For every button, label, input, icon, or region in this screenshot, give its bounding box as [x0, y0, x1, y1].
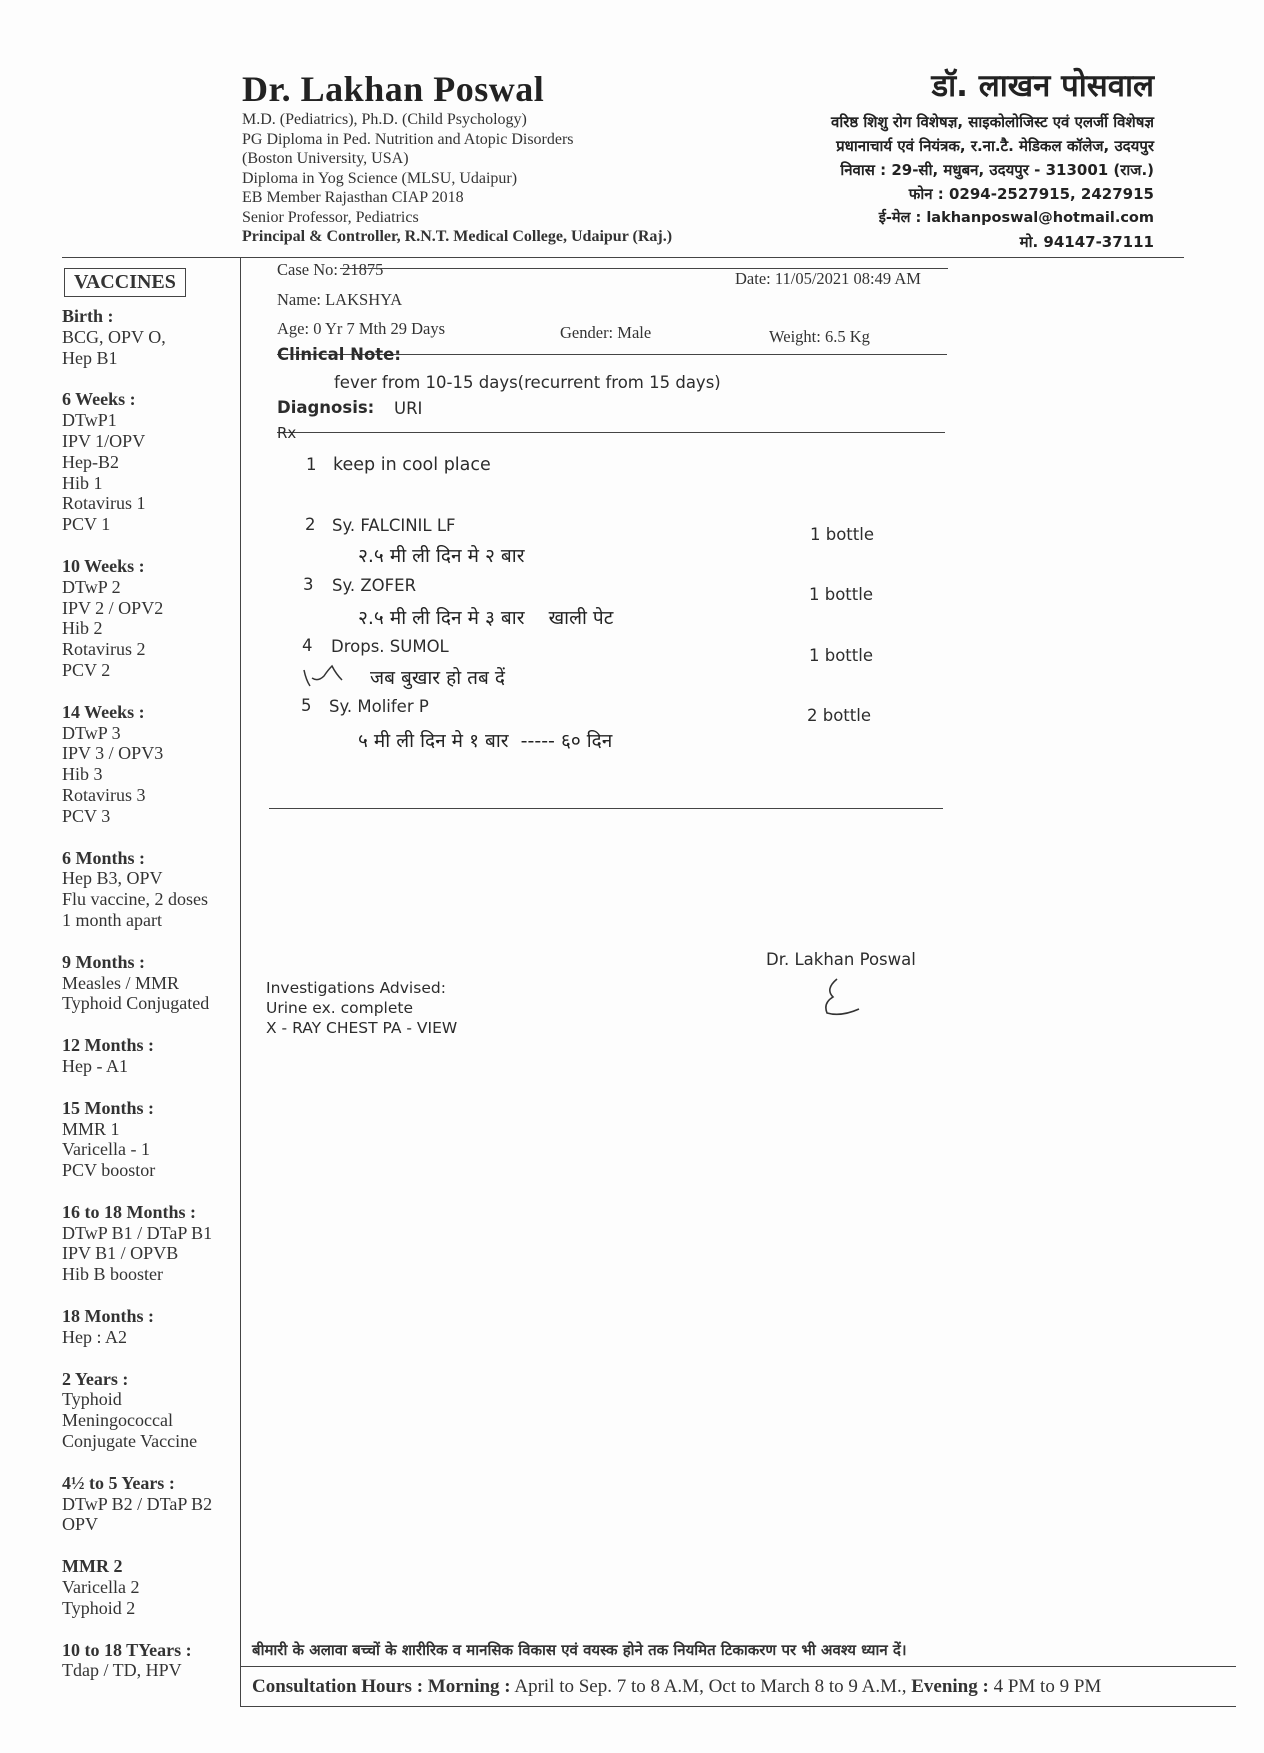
- vaccine-item: Hib 3: [62, 764, 103, 785]
- vaccine-item: DTwP 3: [62, 722, 121, 743]
- vaccine-item: Typhoid 2: [62, 1597, 136, 1618]
- doctor-name: Dr. Lakhan Poswal: [242, 69, 545, 109]
- vaccine-group-16-18-months: [62, 1202, 240, 1285]
- vaccine-item: PCV boostor: [62, 1160, 156, 1181]
- rx-item-name: Sy. Molifer P: [329, 697, 429, 716]
- vaccine-item: PCV 1: [62, 514, 111, 535]
- diagnosis-underline: [277, 432, 945, 433]
- hindi-header: [831, 64, 1154, 254]
- hindi-phone: फोन : 0294-2527915, 2427915: [908, 185, 1154, 203]
- rx-item-instruction: जब बुखार हो तब दें: [370, 667, 505, 689]
- qualifications: [242, 110, 672, 247]
- vaccine-group-10-weeks: [62, 556, 240, 681]
- vaccine-group-10-18-years: [62, 1640, 240, 1682]
- vaccine-item: Hib B booster: [62, 1264, 163, 1285]
- vaccine-group-9-months: [62, 952, 240, 1014]
- rx-end-line: [269, 808, 943, 809]
- rx-item-qty: 1 bottle: [809, 646, 873, 665]
- hindi-mobile: मो. 94147-37111: [1019, 233, 1154, 251]
- vaccine-schedule: [62, 306, 240, 1702]
- vaccine-group-6-weeks: [62, 389, 240, 535]
- vaccine-item: Hib 2: [62, 618, 103, 639]
- visit-date: Date: 11/05/2021 08:49 AM: [735, 269, 921, 288]
- vaccine-group-title: Birth :: [62, 306, 114, 326]
- designation: Principal & Controller, R.N.T. Medical College, Udaipur (Raj.): [242, 228, 673, 245]
- sidebar-divider: [240, 257, 241, 1707]
- vaccine-item: OPV: [62, 1514, 99, 1535]
- qualification-line: PG Diploma in Ped. Nutrition and Atopic Disorders: [242, 130, 574, 148]
- vaccine-item: Flu vaccine, 2 doses: [62, 889, 208, 910]
- vaccine-group-title: 16 to 18 Months :: [62, 1201, 196, 1222]
- vaccine-group-title: 6 Weeks :: [62, 389, 136, 410]
- vaccine-item: Hep B3, OPV: [62, 868, 163, 889]
- hindi-email: ई-मेल : lakhanposwal@hotmail.com: [878, 210, 1154, 226]
- vaccine-item: Measles / MMR: [62, 972, 179, 993]
- vaccine-group-title: 9 Months :: [62, 951, 146, 972]
- investigation-item: Urine ex. complete: [266, 999, 414, 1017]
- vaccine-group-2-years: [62, 1369, 240, 1452]
- vaccine-item: 1 month apart: [62, 909, 162, 930]
- vaccine-group-title: 14 Weeks :: [62, 701, 145, 722]
- vaccine-item: IPV B1 / OPVB: [62, 1243, 179, 1264]
- qualification-line: Senior Professor, Pediatrics: [242, 208, 419, 226]
- clinical-note: fever from 10-15 days(recurrent from 15 days): [334, 373, 721, 392]
- footer-top-line: [240, 1666, 1236, 1667]
- rx-item-instruction: ५ मी ली दिन मे १ बार ----- ६० दिन: [358, 730, 613, 752]
- vaccine-item: DTwP 2: [62, 576, 121, 597]
- vaccine-item: Hep : A2: [62, 1326, 127, 1347]
- vaccine-item: Tdap / TD, HPV: [62, 1660, 182, 1681]
- vaccine-item: DTwP1: [62, 410, 117, 431]
- rx-item-number: 2: [305, 515, 316, 534]
- evening-label: Evening :: [911, 1676, 989, 1697]
- signature-name: Dr. Lakhan Poswal: [766, 950, 916, 969]
- rx-item-name: Drops. SUMOL: [331, 637, 449, 656]
- hindi-address: निवास : 29-सी, मधुबन, उदयपुर - 313001 (राज.): [840, 161, 1154, 179]
- rx-item-instruction: २.५ मी ली दिन मे २ बार: [358, 545, 525, 567]
- vaccine-item: Hib 1: [62, 472, 103, 493]
- diagnosis-label: Diagnosis:: [277, 398, 375, 417]
- vaccine-group-6-months: [62, 848, 240, 931]
- qualification-line: EB Member Rajasthan CIAP 2018: [242, 189, 464, 206]
- vaccine-item: Hep-B2: [62, 451, 119, 472]
- vaccine-item: Hep B1: [62, 347, 118, 368]
- rx-item-name: Sy. FALCINIL LF: [332, 516, 456, 535]
- vaccine-group-title: 6 Months :: [62, 847, 146, 868]
- hindi-specialty: वरिष्ठ शिशु रोग विशेषज्ञ, साइकोलोजिस्ट एवं एलर्जी विशेषज्ञ: [831, 113, 1154, 131]
- rx-item-number: 3: [303, 575, 314, 594]
- hindi-designation: प्रधानाचार्य एवं नियंत्रक, र.ना.टै. मेडिकल कॉलेज, उदयपुर: [836, 137, 1154, 155]
- footer-bottom-line: [240, 1706, 1236, 1707]
- vaccine-item: Rotavirus 2: [62, 639, 146, 660]
- vaccine-group-title: 18 Months :: [62, 1306, 155, 1327]
- vaccine-group-title: 15 Months :: [62, 1097, 155, 1118]
- rx-item-number: 4: [302, 636, 313, 655]
- vaccine-group-title: 10 to 18 TYears :: [62, 1639, 192, 1660]
- vaccine-item: PCV 2: [62, 659, 111, 680]
- evening-hours: 4 PM to 9 PM: [993, 1676, 1102, 1697]
- patient-name: Name: LAKSHYA: [277, 290, 403, 309]
- rx-item-number: 1: [306, 455, 317, 474]
- vaccine-group-title: 2 Years :: [62, 1368, 129, 1389]
- vaccine-group-title: MMR 2: [62, 1556, 123, 1577]
- vaccine-group-15-months: [62, 1098, 240, 1181]
- vaccine-item: MMR 1: [62, 1118, 120, 1139]
- vaccine-item: DTwP B2 / DTaP B2: [62, 1493, 213, 1514]
- investigation-item: X - RAY CHEST PA - VIEW: [266, 1019, 458, 1037]
- rx-item-name: Sy. ZOFER: [332, 576, 417, 595]
- consultation-hours: [252, 1676, 1101, 1698]
- rx-item-instruction: २.५ मी ली दिन मे ३ बार खाली पेट: [358, 607, 614, 629]
- diagnosis-value: URI: [394, 399, 423, 418]
- vaccine-group-birth: [62, 306, 240, 368]
- vaccine-group-title: 10 Weeks :: [62, 555, 145, 576]
- vaccine-item: Typhoid: [62, 1389, 122, 1410]
- vaccine-item: Conjugate Vaccine: [62, 1431, 198, 1452]
- vaccine-item: Hep - A1: [62, 1055, 128, 1076]
- vaccine-group-title: 4½ to 5 Years :: [62, 1472, 175, 1493]
- vaccine-group-18-months: [62, 1306, 240, 1348]
- rx-item-qty: 1 bottle: [810, 525, 874, 544]
- morning-label: Morning :: [427, 1676, 511, 1697]
- vaccine-item: IPV 2 / OPV2: [62, 597, 164, 618]
- patient-gender: Gender: Male: [560, 323, 652, 342]
- vaccine-item: Rotavirus 3: [62, 784, 146, 805]
- clinical-note-label: Clinical Note:: [277, 345, 401, 364]
- handwritten-tick-mark: [300, 660, 362, 690]
- vaccines-title: VACCINES: [64, 268, 186, 297]
- rx-item-qty: 2 bottle: [807, 706, 871, 725]
- vaccine-group-mmr2: [62, 1556, 240, 1618]
- vaccine-item: PCV 3: [62, 805, 111, 826]
- vaccine-item: Meningococcal: [62, 1410, 173, 1431]
- vaccine-item: DTwP B1 / DTaP B1: [62, 1222, 213, 1243]
- vaccine-group-12-months: [62, 1035, 240, 1077]
- vaccine-group-4-5-years: [62, 1473, 240, 1535]
- investigations-label: Investigations Advised:: [266, 979, 446, 997]
- qualification-line: (Boston University, USA): [242, 150, 409, 167]
- vaccine-item: IPV 3 / OPV3: [62, 743, 164, 764]
- vaccine-group-title: 12 Months :: [62, 1035, 155, 1056]
- hindi-doctor-name: डॉ. लाखन पोसवाल: [931, 68, 1154, 104]
- vaccine-item: Varicella 2: [62, 1577, 140, 1598]
- rx-item-qty: 1 bottle: [809, 585, 873, 604]
- rx-label: Rx: [277, 424, 297, 442]
- qualification-line: M.D. (Pediatrics), Ph.D. (Child Psychology): [242, 111, 527, 128]
- patient-weight: Weight: 6.5 Kg: [769, 327, 870, 346]
- signature-mark: [815, 975, 865, 1020]
- consult-label: Consultation Hours :: [252, 1676, 424, 1697]
- vaccine-item: Rotavirus 1: [62, 493, 146, 514]
- vaccine-item: BCG, OPV O,: [62, 326, 166, 347]
- vaccine-item: Typhoid Conjugated: [62, 993, 210, 1014]
- vaccine-item: IPV 1/OPV: [62, 430, 146, 451]
- footer-hindi-note: बीमारी के अलावा बच्चों के शारीरिक व मानसिक विकास एवं वयस्क होने तक नियमित टिकाकरण पर भी अवश्य ध्यान दें।: [252, 1641, 907, 1659]
- qualification-line: Diploma in Yog Science (MLSU, Udaipur): [242, 169, 518, 187]
- rx-item-number: 5: [301, 696, 312, 715]
- vaccine-group-14-weeks: [62, 702, 240, 827]
- case-number: Case No: 21875: [277, 260, 384, 279]
- patient-age: Age: 0 Yr 7 Mth 29 Days: [277, 319, 446, 338]
- header-divider: [62, 257, 1184, 258]
- morning-hours: April to Sep. 7 to 8 A.M, Oct to March 8 to 9 A.M.,: [514, 1676, 907, 1697]
- vaccine-item: Varicella - 1: [62, 1139, 150, 1160]
- rx-item-name: keep in cool place: [333, 455, 491, 475]
